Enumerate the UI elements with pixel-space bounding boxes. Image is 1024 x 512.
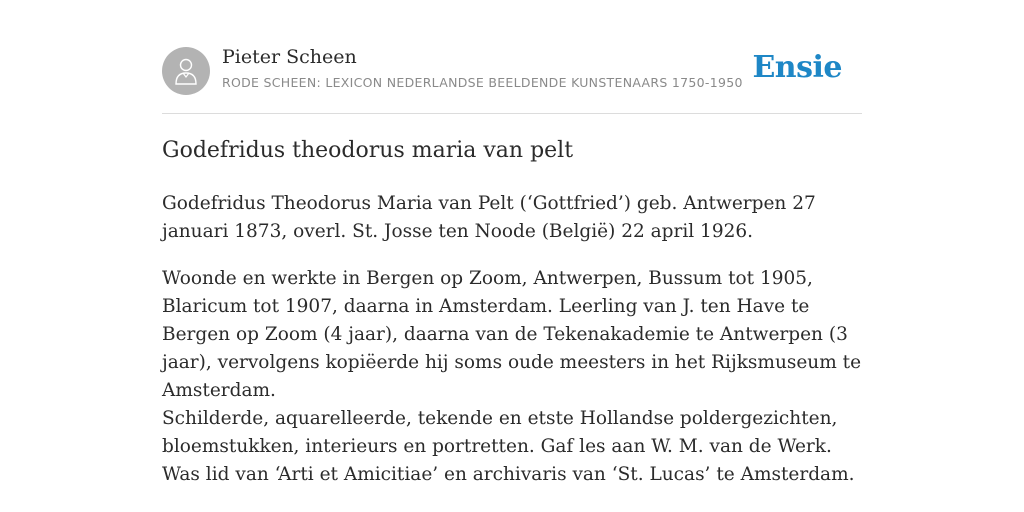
page-title: Godefridus theodorus maria van pelt [162, 138, 574, 163]
article-header [162, 38, 862, 114]
article-paragraph-2: Woonde en werkte in Bergen op Zoom, Antwerpen, Bussum tot 1905, Blaricum tot 1907, daarna in Amsterdam. Leerling van J. ten Have te Bergen op Zoom (4 jaar), daarna van de Tekenakademie te Antwerpen (3 jaar), vervolgens kopiëerde hij soms oude meesters in het Rijksmuseum te Amsterdam. [162, 268, 862, 401]
source-title[interactable]: RODE SCHEEN: LEXICON NEDERLANDSE BEELDENDE KUNSTENAARS 1750-1950 [222, 75, 743, 90]
avatar[interactable] [162, 47, 210, 95]
article-paragraph-1: Godefridus Theodorus Maria van Pelt (‘Gottfried’) geb. Antwerpen 27 januari 1873, overl. St. Josse ten Noode (België) 22 april 1926. [162, 193, 816, 242]
article-paragraph-3: Schilderde, aquarelleerde, tekende en etste Hollandse poldergezichten, bloemstukken, interieurs en portretten. Gaf les aan W. M. van de Werk. Was lid van ‘Arti et Amicitiae’ en archivaris van ‘St. Lucas’ te Amsterdam. [162, 408, 855, 485]
ensie-logo[interactable]: Ensie [752, 50, 842, 85]
article-card [162, 38, 862, 485]
user-silhouette-icon [174, 57, 198, 85]
author-name[interactable]: Pieter Scheen [222, 46, 357, 68]
